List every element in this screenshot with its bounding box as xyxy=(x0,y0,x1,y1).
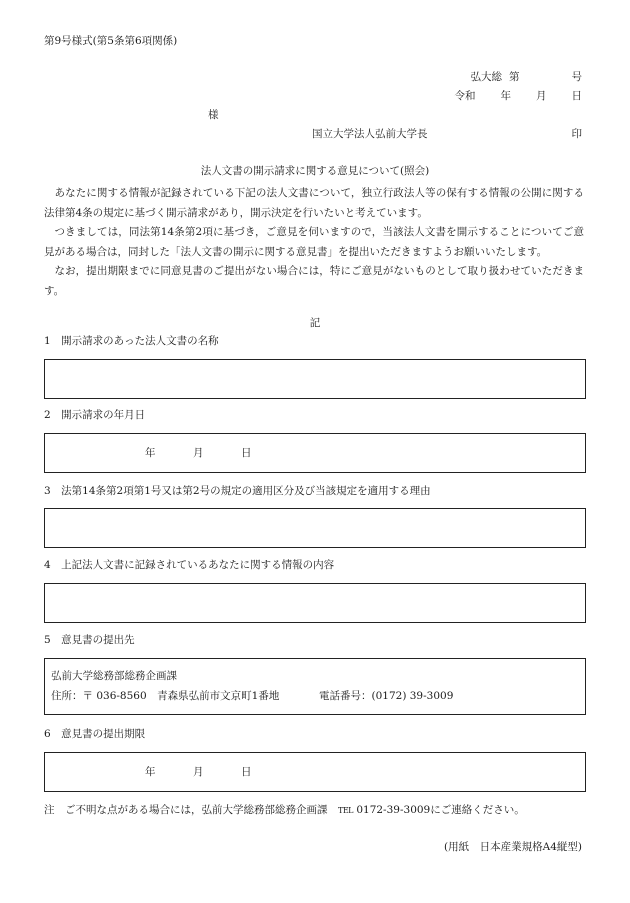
footnote-text-after: 0172-39-3009にご連絡ください。 xyxy=(353,804,525,816)
doc-era: 令和 xyxy=(454,90,476,102)
information-content-box[interactable] xyxy=(44,583,586,623)
deadline-box[interactable] xyxy=(44,752,586,792)
doc-day: 日 xyxy=(571,90,582,102)
document-number-row xyxy=(455,72,583,91)
contact-phone: 電話番号：(0172) 39-3009 xyxy=(319,690,454,702)
doc-prefix: 弘大総 xyxy=(470,71,502,83)
request-date-day: 日 xyxy=(241,446,252,459)
section-5-label: 5 意見書の提出先 xyxy=(44,634,135,646)
addressee-suffix: 様 xyxy=(208,109,219,121)
deadline-year: 年 xyxy=(145,765,156,778)
body-paragraph-3: なお，提出期限までに同意見書のご提出がない場合には，特にご意見がないものとして取り扱わせていただきます。 xyxy=(44,265,584,297)
sender-name: 国立大学法人弘前大学長 xyxy=(312,128,428,140)
doc-month: 月 xyxy=(536,90,547,102)
contact-office: 弘前大学総務部総務企画課 xyxy=(51,670,177,682)
deadline-month: 月 xyxy=(193,765,204,778)
footnote-text-before: 注 ご不明な点がある場合には，弘前大学総務部総務企画課 xyxy=(44,804,338,816)
section-6-label: 6 意見書の提出期限 xyxy=(44,728,146,740)
doc-dai: 第 xyxy=(509,71,520,83)
contact-address: 住所：〒 036-8560 青森県弘前市文京町1番地 xyxy=(51,690,280,702)
footnote xyxy=(44,805,525,816)
deadline-day: 日 xyxy=(241,765,252,778)
body-text xyxy=(44,184,584,301)
document-name-box[interactable] xyxy=(44,359,586,399)
form-number: 第9号様式(第5条第6項関係) xyxy=(44,35,178,47)
tel-mark: TEL xyxy=(338,806,353,815)
body-paragraph-1: あなたに関する情報が記録されている下記の法人文書について，独立行政法人等の保有する情報の公開に関する法律第4条の規定に基づく開示請求があり，開示決定を行いたいと考えています。 xyxy=(44,187,584,219)
doc-go: 号 xyxy=(571,71,582,83)
request-date-year: 年 xyxy=(145,446,156,459)
doc-year: 年 xyxy=(500,90,511,102)
document-date-row xyxy=(455,91,583,110)
paper-size-note: (用紙 日本産業規格A4縦型) xyxy=(444,841,582,853)
request-date-box[interactable] xyxy=(44,433,586,473)
request-date-month: 月 xyxy=(193,446,204,459)
body-paragraph-2: つきましては，同法第14条第2項に基づき，ご意見を伺いますので，当該法人文書を開示することについてご意見がある場合は，同封した「法人文書の開示に関する意見書」を提出いただきますようお願いいたします。 xyxy=(44,226,584,258)
document-number-block xyxy=(455,72,583,110)
ki-heading: 記 xyxy=(309,317,321,329)
seal-mark: 印 xyxy=(571,128,582,140)
applicable-reason-box[interactable] xyxy=(44,508,586,548)
section-1-label: 1 開示請求のあった法人文書の名称 xyxy=(44,335,219,347)
section-3-label: 3 法第14条第2項第1号又は第2号の規定の適用区分及び当該規定を適用する理由 xyxy=(44,485,431,497)
submission-address-box xyxy=(44,658,586,715)
section-4-label: 4 上記法人文書に記録されているあなたに関する情報の内容 xyxy=(44,559,335,571)
document-title: 法人文書の開示請求に関する意見について(照会) xyxy=(200,165,430,177)
section-2-label: 2 開示請求の年月日 xyxy=(44,409,146,421)
